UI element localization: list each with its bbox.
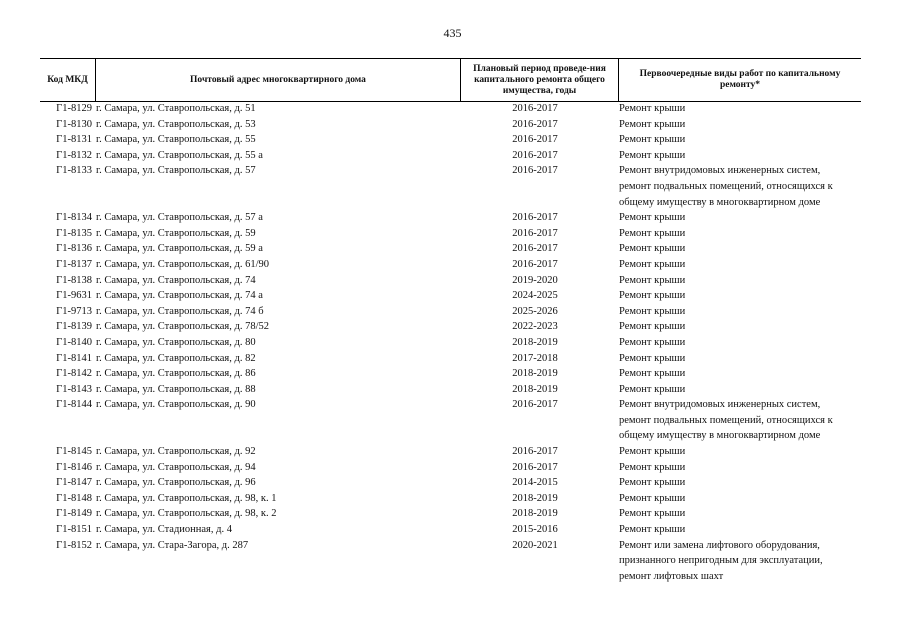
table-row — [40, 288, 861, 304]
row-works — [609, 257, 861, 273]
row-works — [609, 319, 861, 335]
row-address: г. Самара, ул. Ставропольская, д. 86 — [96, 368, 256, 380]
row-address: г. Самара, ул. Ставропольская, д. 94 — [96, 461, 256, 473]
row-code: Г1-8139 — [56, 321, 92, 333]
row-works-line: Ремонт крыши — [619, 524, 686, 536]
row-works — [609, 460, 861, 476]
row-address: г. Самара, ул. Стадионная, д. 4 — [96, 524, 232, 536]
table-row — [40, 163, 861, 210]
row-code: Г1-8136 — [56, 243, 92, 255]
table-row — [40, 273, 861, 289]
row-works-line: Ремонт внутридомовых инженерных систем, — [619, 399, 821, 411]
row-works — [609, 335, 861, 351]
row-code: Г1-8152 — [56, 539, 92, 551]
row-works-line: Ремонт крыши — [619, 258, 686, 270]
row-period: 2015-2016 — [512, 524, 558, 536]
row-address: г. Самара, ул. Ставропольская, д. 74 а — [96, 290, 263, 302]
row-address: г. Самара, ул. Ставропольская, д. 80 — [96, 336, 256, 348]
row-code: Г1-8135 — [56, 227, 92, 239]
row-period: 2016-2017 — [512, 165, 558, 177]
header-code: Код МКД — [40, 59, 96, 101]
table-row — [40, 522, 861, 538]
row-works-line: Ремонт крыши — [619, 446, 686, 458]
row-works-line: ремонт подвальных помещений, относящихся к — [619, 414, 833, 426]
row-address: г. Самара, ул. Ставропольская, д. 59 — [96, 227, 256, 239]
row-period: 2014-2015 — [512, 477, 558, 489]
row-period: 2016-2017 — [512, 118, 558, 130]
table-row — [40, 382, 861, 398]
row-works — [609, 444, 861, 460]
row-period: 2018-2019 — [512, 508, 558, 520]
row-address: г. Самара, ул. Ставропольская, д. 92 — [96, 446, 256, 458]
row-address: г. Самара, ул. Ставропольская, д. 98, к. 1 — [96, 492, 277, 504]
row-code: Г1-8144 — [56, 399, 92, 411]
row-works-line: Ремонт крыши — [619, 149, 686, 161]
row-works-line: Ремонт крыши — [619, 508, 686, 520]
row-code: Г1-8138 — [56, 274, 92, 286]
row-code: Г1-8134 — [56, 212, 92, 224]
row-period: 2016-2017 — [512, 134, 558, 146]
row-period: 2016-2017 — [512, 103, 558, 114]
row-period: 2016-2017 — [512, 243, 558, 255]
row-works-line: ремонт лифтовых шахт — [619, 570, 724, 582]
row-period: 2016-2017 — [512, 258, 558, 270]
row-address: г. Самара, ул. Стара-Загора, д. 287 — [96, 539, 249, 551]
row-works — [609, 538, 861, 585]
row-works-line: Ремонт крыши — [619, 461, 686, 473]
row-code: Г1-8141 — [56, 352, 92, 364]
table-row — [40, 397, 861, 444]
row-period: 2024-2025 — [512, 290, 558, 302]
row-code: Г1-8130 — [56, 118, 92, 130]
row-works — [609, 101, 861, 117]
row-period: 2016-2017 — [512, 212, 558, 224]
row-works — [609, 397, 861, 444]
row-address: г. Самара, ул. Ставропольская, д. 74 б — [96, 305, 264, 317]
row-works-line: Ремонт крыши — [619, 368, 686, 380]
row-period: 2018-2019 — [512, 368, 558, 380]
table-row — [40, 241, 861, 257]
row-code: Г1-8146 — [56, 461, 92, 473]
row-code: Г1-8148 — [56, 492, 92, 504]
row-code: Г1-8129 — [56, 103, 92, 114]
row-works-line: Ремонт крыши — [619, 118, 686, 130]
row-works — [609, 382, 861, 398]
table-row — [40, 257, 861, 273]
table-body — [40, 101, 861, 584]
row-address: г. Самара, ул. Ставропольская, д. 74 — [96, 274, 256, 286]
row-address: г. Самара, ул. Ставропольская, д. 98, к. 2 — [96, 508, 277, 520]
row-works-line: общему имуществу в многоквартирном доме — [619, 430, 821, 442]
row-code: Г1-9631 — [56, 290, 92, 302]
row-works-line: Ремонт крыши — [619, 492, 686, 504]
row-period: 2019-2020 — [512, 274, 558, 286]
table-row — [40, 351, 861, 367]
table-row — [40, 132, 861, 148]
table-row — [40, 210, 861, 226]
row-period: 2016-2017 — [512, 461, 558, 473]
row-works — [609, 241, 861, 257]
table-row — [40, 148, 861, 164]
row-works — [609, 351, 861, 367]
row-period: 2022-2023 — [512, 321, 558, 333]
row-works — [609, 117, 861, 133]
row-works-line: Ремонт крыши — [619, 212, 686, 224]
table-row — [40, 460, 861, 476]
row-works-line: ремонт подвальных помещений, относящихся к — [619, 180, 833, 192]
row-period: 2018-2019 — [512, 336, 558, 348]
row-works-line: Ремонт крыши — [619, 383, 686, 395]
table-header — [40, 58, 861, 102]
row-address: г. Самара, ул. Ставропольская, д. 82 — [96, 352, 256, 364]
row-period: 2016-2017 — [512, 227, 558, 239]
row-code: Г1-8151 — [56, 524, 92, 536]
row-works — [609, 522, 861, 538]
row-code: Г1-9713 — [56, 305, 92, 317]
row-works-line: Ремонт крыши — [619, 227, 686, 239]
table-row — [40, 226, 861, 242]
row-address: г. Самара, ул. Ставропольская, д. 78/52 — [96, 321, 270, 333]
row-address: г. Самара, ул. Ставропольская, д. 57 а — [96, 212, 263, 224]
row-address: г. Самара, ул. Ставропольская, д. 57 — [96, 165, 256, 177]
row-code: Г1-8137 — [56, 258, 92, 270]
row-works — [609, 226, 861, 242]
row-code: Г1-8140 — [56, 336, 92, 348]
row-works-line: Ремонт или замена лифтового оборудования, — [619, 539, 820, 551]
table-row — [40, 538, 861, 585]
row-works-line: Ремонт крыши — [619, 243, 686, 255]
row-works-line: Ремонт крыши — [619, 477, 686, 489]
row-address: г. Самара, ул. Ставропольская, д. 55 а — [96, 149, 263, 161]
page-number: 435 — [443, 26, 462, 40]
table-row — [40, 491, 861, 507]
row-address: г. Самара, ул. Ставропольская, д. 96 — [96, 477, 256, 489]
row-address: г. Самара, ул. Ставропольская, д. 55 — [96, 134, 256, 146]
table-row — [40, 101, 861, 117]
row-works — [609, 163, 861, 210]
row-works-line: Ремонт крыши — [619, 134, 686, 146]
row-works — [609, 475, 861, 491]
row-works — [609, 288, 861, 304]
table-row — [40, 506, 861, 522]
row-works-line: признанного непригодным для эксплуатации, — [619, 555, 823, 567]
table-row — [40, 319, 861, 335]
table-row — [40, 335, 861, 351]
row-address: г. Самара, ул. Ставропольская, д. 51 — [96, 103, 256, 114]
row-address: г. Самара, ул. Ставропольская, д. 53 — [96, 118, 256, 130]
row-period: 2016-2017 — [512, 149, 558, 161]
row-code: Г1-8145 — [56, 446, 92, 458]
row-works — [609, 491, 861, 507]
row-code: Г1-8143 — [56, 383, 92, 395]
row-works — [609, 506, 861, 522]
table-row — [40, 366, 861, 382]
row-code: Г1-8142 — [56, 368, 92, 380]
row-works — [609, 210, 861, 226]
row-code: Г1-8147 — [56, 477, 92, 489]
row-works — [609, 366, 861, 382]
header-works: Первоочередные виды работ по капитальному ремонту* — [639, 69, 841, 90]
row-works-line: Ремонт крыши — [619, 290, 686, 302]
row-works-line: общему имуществу в многоквартирном доме — [619, 196, 821, 208]
row-code: Г1-8133 — [56, 165, 92, 177]
row-period: 2020-2021 — [512, 539, 558, 551]
row-code: Г1-8132 — [56, 149, 92, 161]
table-row — [40, 304, 861, 320]
row-address: г. Самара, ул. Ставропольская, д. 90 — [96, 399, 256, 411]
header-address: Почтовый адрес многоквартирного дома — [96, 59, 461, 101]
row-works-line: Ремонт крыши — [619, 336, 686, 348]
row-works — [609, 304, 861, 320]
row-works — [609, 132, 861, 148]
row-address: г. Самара, ул. Ставропольская, д. 59 а — [96, 243, 263, 255]
row-address: г. Самара, ул. Ставропольская, д. 88 — [96, 383, 256, 395]
row-works — [609, 148, 861, 164]
row-period: 2018-2019 — [512, 383, 558, 395]
row-code: Г1-8149 — [56, 508, 92, 520]
row-period: 2016-2017 — [512, 399, 558, 411]
row-works-line: Ремонт внутридомовых инженерных систем, — [619, 165, 821, 177]
row-period: 2016-2017 — [512, 446, 558, 458]
table-row — [40, 475, 861, 491]
row-works-line: Ремонт крыши — [619, 352, 686, 364]
row-works-line: Ремонт крыши — [619, 321, 686, 333]
table-row — [40, 117, 861, 133]
row-period: 2025-2026 — [512, 305, 558, 317]
row-code: Г1-8131 — [56, 134, 92, 146]
row-works — [609, 273, 861, 289]
row-works-line: Ремонт крыши — [619, 305, 686, 317]
row-period: 2017-2018 — [512, 352, 558, 364]
row-address: г. Самара, ул. Ставропольская, д. 61/90 — [96, 258, 270, 270]
row-works-line: Ремонт крыши — [619, 274, 686, 286]
header-period: Плановый период проведе-ния капитального ремонта общего имущества, годы — [461, 59, 619, 101]
row-period: 2018-2019 — [512, 492, 558, 504]
row-works-line: Ремонт крыши — [619, 103, 686, 114]
table-row — [40, 444, 861, 460]
